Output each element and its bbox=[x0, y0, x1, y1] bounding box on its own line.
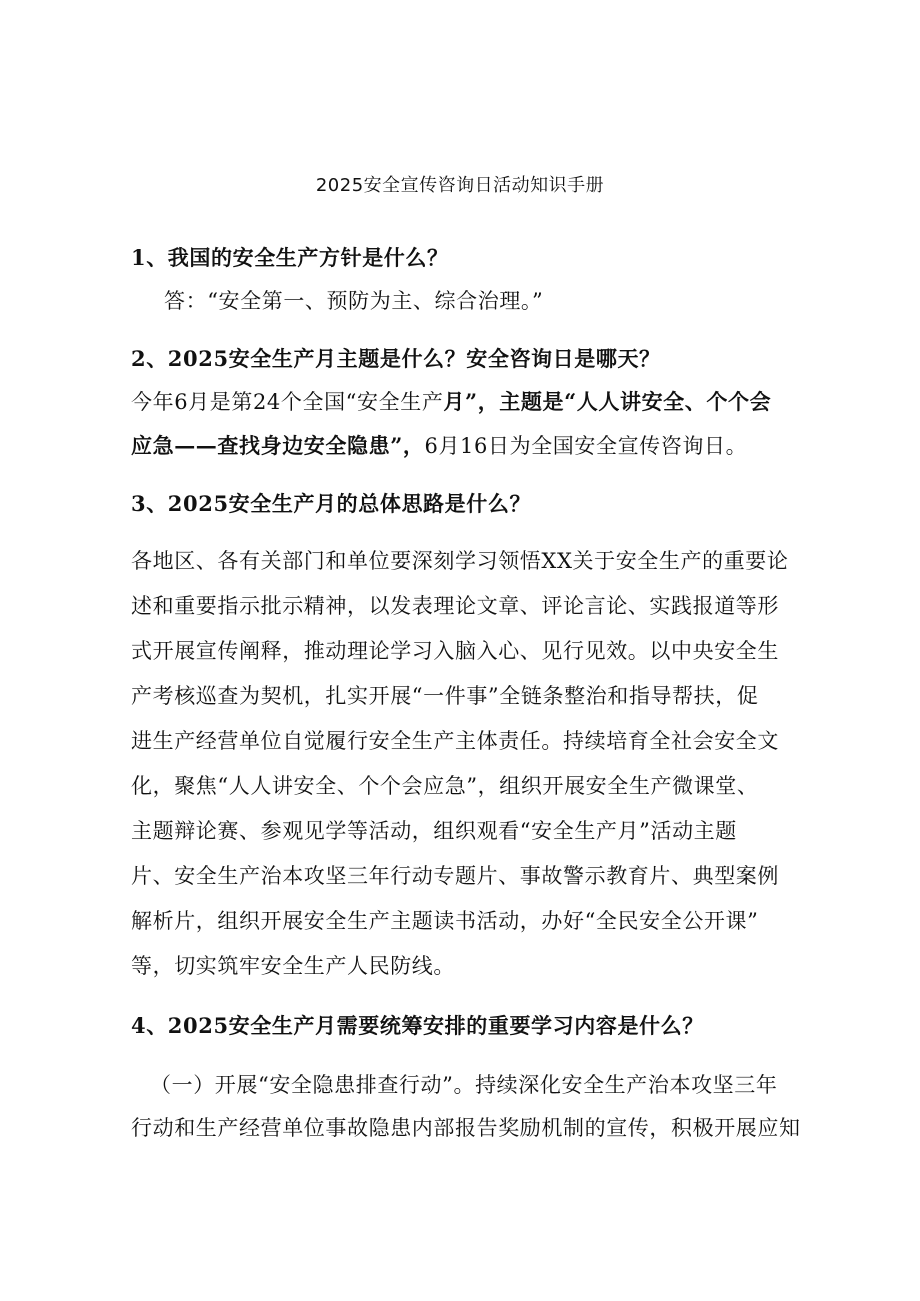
answer-3-line: 产考核巡查为契机，扎实开展“一件事”全链条整治和指导帮扶，促 bbox=[131, 684, 759, 708]
answer-3-line: 述和重要指示批示精神，以发表理论文章、评论言论、实践报道等形 bbox=[131, 594, 779, 618]
answer-1: 答：“安全第一、预防为主、综合治理。” bbox=[164, 289, 544, 313]
question-1: 1、我国的安全生产方针是什么？ bbox=[131, 245, 449, 270]
answer-3-line: 主题辩论赛、参观见学等活动，组织观看“安全生产月”活动主题 bbox=[131, 819, 737, 843]
answer-3-line: 式开展宣传阐释，推动理论学习入脑入心、见行见效。以中央安全生 bbox=[131, 639, 779, 663]
answer-3-line: 各地区、各有关部门和单位要深刻学习领悟XX关于安全生产的重要论 bbox=[131, 549, 789, 573]
answer-3-line: 解析片，组织开展安全生产主题读书活动，办好“全民安全公开课” bbox=[131, 909, 759, 933]
answer-3-line: 等，切实筑牢安全生产人民防线。 bbox=[131, 954, 455, 978]
answer-2-line-2-part-a: 应急——查找身边安全隐患”， bbox=[131, 433, 425, 458]
answer-2-line-2 bbox=[131, 430, 747, 462]
answer-3-line: 进生产经营单位自觉履行安全生产主体责任。持续培育全社会安全文 bbox=[131, 729, 779, 753]
question-3: 3、2025安全生产月的总体思路是什么？ bbox=[131, 491, 532, 516]
answer-4-line: （一）开展“安全隐患排查行动”。持续深化安全生产治本攻坚三年 bbox=[150, 1073, 778, 1097]
answer-4-line: 行动和生产经营单位事故隐患内部报告奖励机制的宣传，积极开展应知 bbox=[131, 1116, 801, 1140]
question-2: 2、2025安全生产月主题是什么？安全咨询日是哪天？ bbox=[131, 346, 661, 371]
answer-2-line-1-part-b: 月”，主题是“人人讲安全、个个会 bbox=[443, 389, 772, 414]
answer-3-line: 片、安全生产治本攻坚三年行动专题片、事故警示教育片、典型案例 bbox=[131, 864, 779, 888]
page-title: 2025安全宣传咨询日活动知识手册 bbox=[315, 175, 605, 196]
answer-2-line-2-part-b: 6月16日为全国安全宣传咨询日。 bbox=[424, 434, 748, 458]
answer-3-line: 化，聚焦“人人讲安全、个个会应急”，组织开展安全生产微课堂、 bbox=[131, 774, 759, 798]
question-4: 4、2025安全生产月需要统筹安排的重要学习内容是什么？ bbox=[131, 1013, 704, 1038]
answer-2-line-1-part-a: 今年6月是第24个全国“安全生产 bbox=[131, 390, 444, 414]
answer-2-line-1 bbox=[131, 386, 771, 418]
